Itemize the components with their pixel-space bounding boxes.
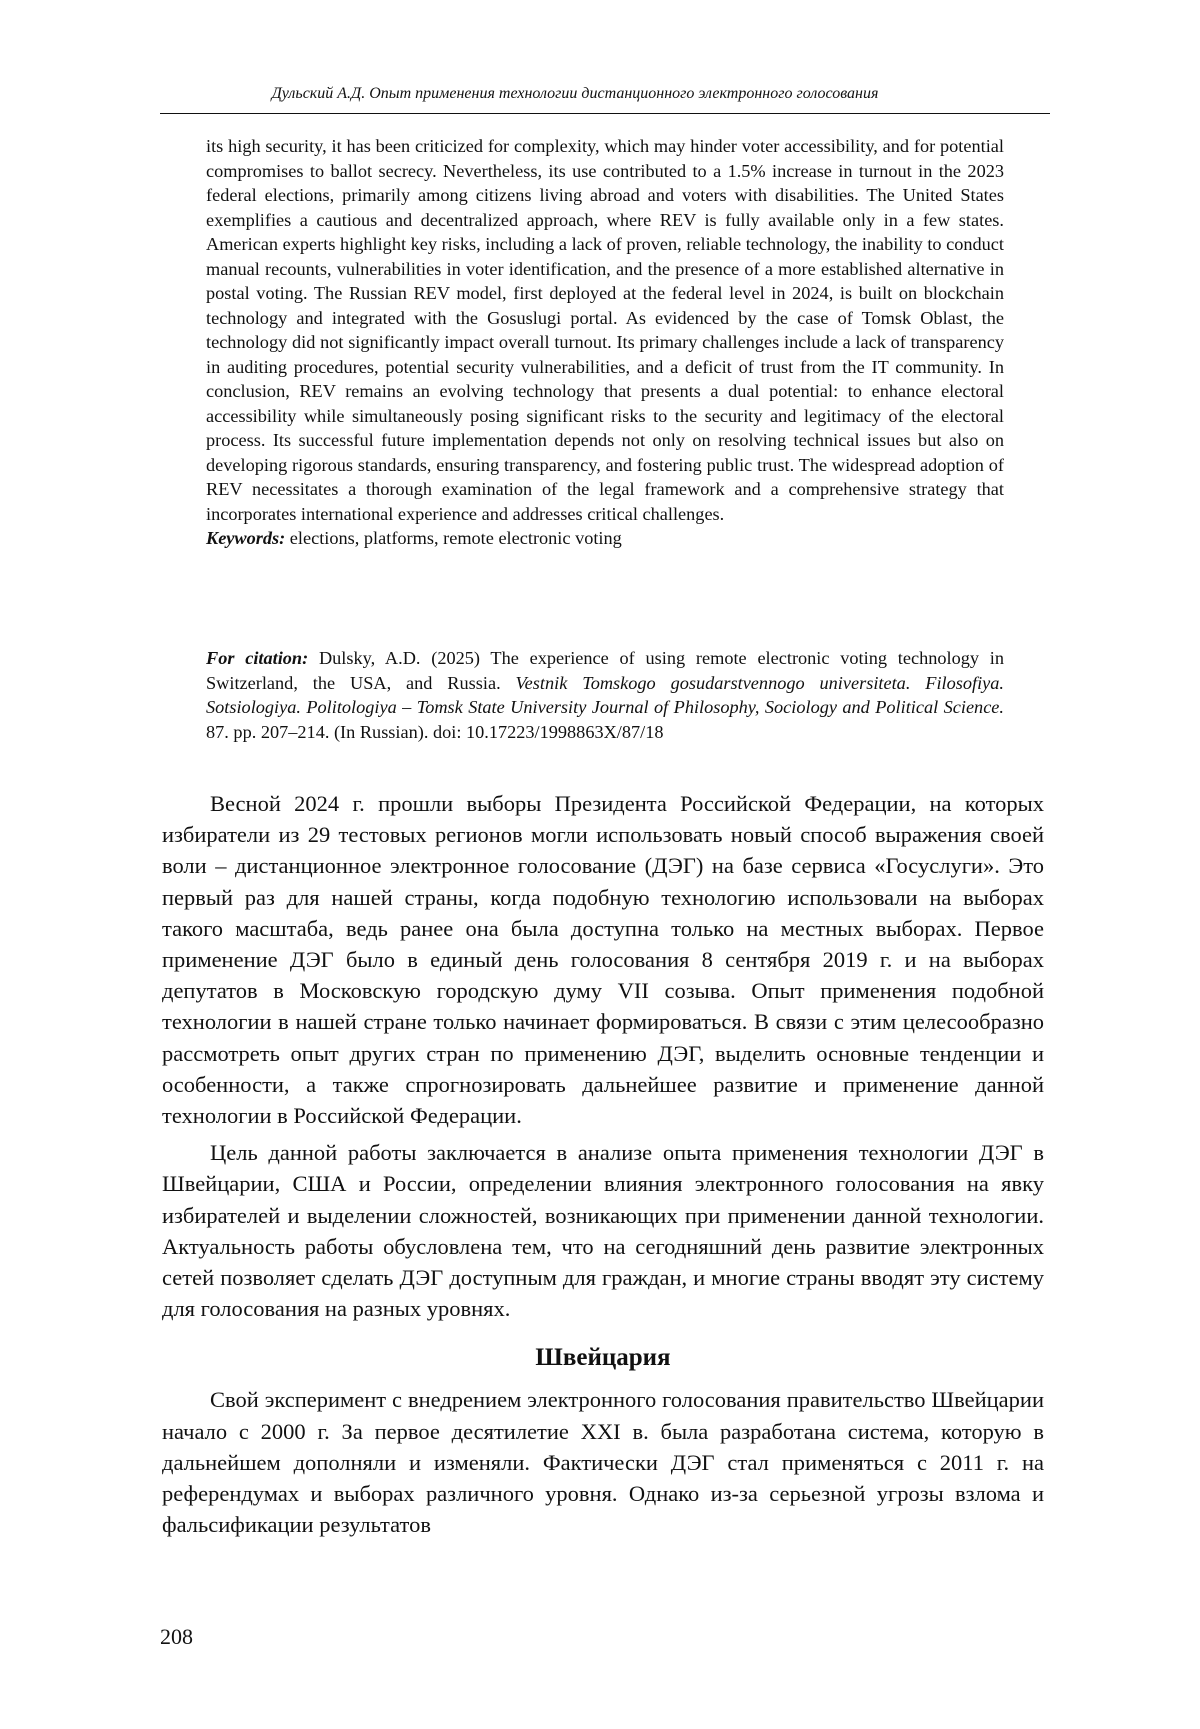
- header-divider: [160, 113, 1050, 114]
- citation-journal: Vestnik Tomskogo gosudarstvennogo universiteta. Filosofiya. Sotsiologiya. Politologiya – Tomsk State University Journal of Philosophy, Sociology and Political Science.: [206, 672, 1004, 717]
- keywords-line: [206, 526, 1004, 551]
- page-number: 208: [160, 1624, 193, 1649]
- section-heading: Швейцария: [535, 1344, 671, 1372]
- citation-details: 87. pp. 207–214. (In Russian). doi: 10.17223/1998863X/87/18: [206, 721, 664, 742]
- main-body: [162, 788, 1044, 1546]
- running-header: Дульский А.Д. Опыт применения технологии дистанционного электронного голосования: [271, 85, 879, 102]
- citation-reference: Dulsky, A.D. (2025) The experience of using remote electronic voting technology in Switzerland, the USA, and Russia.: [206, 648, 1004, 693]
- citation-text: [206, 646, 1004, 744]
- keywords-label: Keywords:: [206, 528, 286, 548]
- body-paragraph: Свой эксперимент с внедрением электронного голосования правительство Швейцарии начало с 2000 г. За первое десятилетие XXI в. была разработана система, которую в дальнейшем дополняли и изменяли. Фактически ДЭГ стал применяться с 2011 г. на референдумах и выборах различного уровня. Однако из-за серьезной угрозы взлома и фальсификации результатов: [162, 1387, 1044, 1538]
- abstract-text: its high security, it has been criticized for complexity, which may hinder voter accessibility, and for potential compromises to ballot secrecy. Nevertheless, its use contributed to a 1.5% increase in turnout in the 2023 federal elections, primarily among citizens living abroad and voters with disabilities. The United States exemplifies a cautious and decentralized approach, where REV is fully available only in a few states. American experts highlight key risks, including a lack of proven, reliable technology, the inability to conduct manual recounts, vulnerabilities in voter identification, and the presence of a more established alternative in postal voting. The Russian REV model, first deployed at the federal level in 2024, is built on blockchain technology and integrated with the Gosuslugi portal. As evidenced by the case of Tomsk Oblast, the technology did not significantly impact overall turnout. Its primary challenges include a lack of transparency in auditing procedures, potential security vulnerabilities, and a deficit of trust from the IT community. In conclusion, REV remains an evolving technology that presents a dual potential: to enhance electoral accessibility while simultaneously posing significant risks to the security and legitimacy of the electoral process. Its successful future implementation depends not only on resolving technical issues but also on developing rigorous standards, ensuring transparency, and fostering public trust. The widespread adoption of REV necessitates a thorough examination of the legal framework and a comprehensive strategy that incorporates international experience and addresses critical challenges.: [206, 136, 1004, 524]
- keywords-value: elections, platforms, remote electronic voting: [289, 528, 622, 548]
- body-paragraph: Весной 2024 г. прошли выборы Президента Российской Федерации, на которых избиратели из 29 тестовых регионов могли использовать новый способ выражения своей воли – дистанционное электронное голосование (ДЭГ) на базе сервиса «Госуслуги». Это первый раз для нашей страны, когда подобную технологию использовали на выборах такого масштаба, ведь ранее она была доступна только на местных выборах. Первое применение ДЭГ было в единый день голосования 8 сентября 2019 г. и на выборах депутатов в Московскую городскую думу VII созыва. Опыт применения подобной технологии в нашей стране только начинает формироваться. В связи с этим целесообразно рассмотреть опыт других стран по применению ДЭГ, выделить основные тенденции и особенности, а также спрогнозировать дальнейшее развитие и применение данной технологии в Российской Федерации.: [162, 791, 1044, 1129]
- abstract-block: [206, 134, 1004, 551]
- body-paragraph: Цель данной работы заключается в анализе опыта применения технологии ДЭГ в Швейцарии, США и России, определении влияния электронного голосования на явку избирателей и выделении сложностей, возникающих при применении данной технологии. Актуальность работы обусловлена тем, что на сегодняшний день развитие электронных сетей позволяет сделать ДЭГ доступным для граждан, и многие страны вводят эту систему для голосования на разных уровнях.: [162, 1140, 1044, 1322]
- citation-label: For citation:: [206, 648, 309, 668]
- citation-block: [206, 646, 1004, 744]
